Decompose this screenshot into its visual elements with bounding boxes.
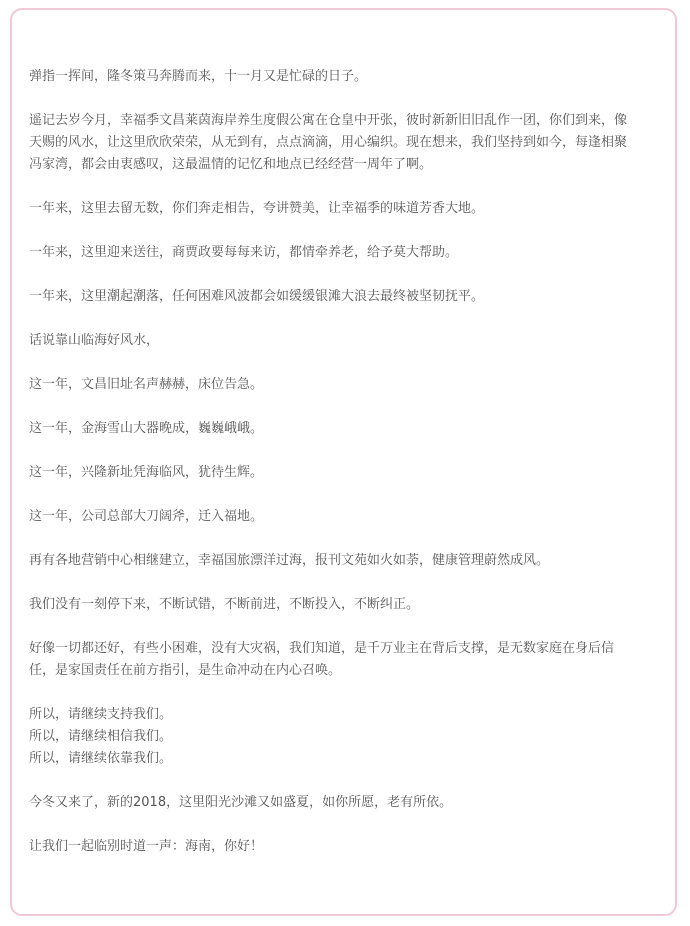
paragraph-year-visitors: 一年来，这里去留无数，你们奔走相告，夸讲赞美，让幸福季的味道芳香大地。 (29, 201, 485, 216)
closing-line-rely: 所以，请继续依靠我们。 (29, 751, 173, 766)
closing-line-trust: 所以，请继续相信我们。 (29, 729, 173, 744)
paragraph-feng-shui: 话说靠山临海好风水， (29, 333, 160, 348)
paragraph-marketing-centers: 再有各地营销中心相继建立，幸福国旅漂洋过海，报刊文苑如火如荼，健康管理蔚然成风。 (29, 553, 550, 568)
letter-body (29, 66, 629, 880)
letter-card (10, 8, 677, 916)
paragraph-xinglong-site: 这一年，兴隆新址凭海临风，犹待生辉。 (29, 465, 264, 480)
paragraph-farewell: 让我们一起临别时道一声：海南，你好！ (29, 839, 264, 854)
closing-line-support: 所以，请继续支持我们。 (29, 707, 173, 722)
paragraph-support: 好像一切都还好，有些小困难，没有大灾祸，我们知道，是千万业主在背后支撑，是无数家庭在身后信任，是家国责任在前方指引，是生命冲动在内心召唤。 (29, 641, 615, 678)
paragraph-never-stopped: 我们没有一刻停下来，不断试错，不断前进，不断投入，不断纠正。 (29, 597, 420, 612)
paragraph-recollection: 遥记去岁今月，幸福季文昌莱茵海岸养生度假公寓在仓皇中开张，彼时新新旧旧乱作一团，你们到来，像天赐的风水，让这里欣欣荣荣，从无到有，点点滴滴，用心编织。现在想来，我们坚持到如今，每逢相聚冯家湾，都会由衷感叹，这最温情的记忆和地点已经经营一周年了啊。 (29, 113, 628, 172)
paragraph-year-tides: 一年来，这里潮起潮落，任何困难风波都会如缓缓银滩大浪去最终被坚韧抚平。 (29, 289, 485, 304)
paragraph-wenchang-site: 这一年，文昌旧址名声赫赫，床位告急。 (29, 377, 264, 392)
paragraph-year-guests: 一年来，这里迎来送往，商贾政要每每来访，都情牵养老，给予莫大帮助。 (29, 245, 459, 260)
paragraph-opening: 弹指一挥间，隆冬策马奔腾而来，十一月又是忙碌的日子。 (29, 69, 368, 84)
paragraph-jinhai-site: 这一年，金海雪山大器晚成，巍巍峨峨。 (29, 421, 264, 436)
paragraph-winter-2018: 今冬又来了，新的2018，这里阳光沙滩又如盛夏，如你所愿，老有所依。 (29, 795, 453, 810)
paragraph-headquarters: 这一年，公司总部大刀阔斧，迁入福地。 (29, 509, 264, 524)
